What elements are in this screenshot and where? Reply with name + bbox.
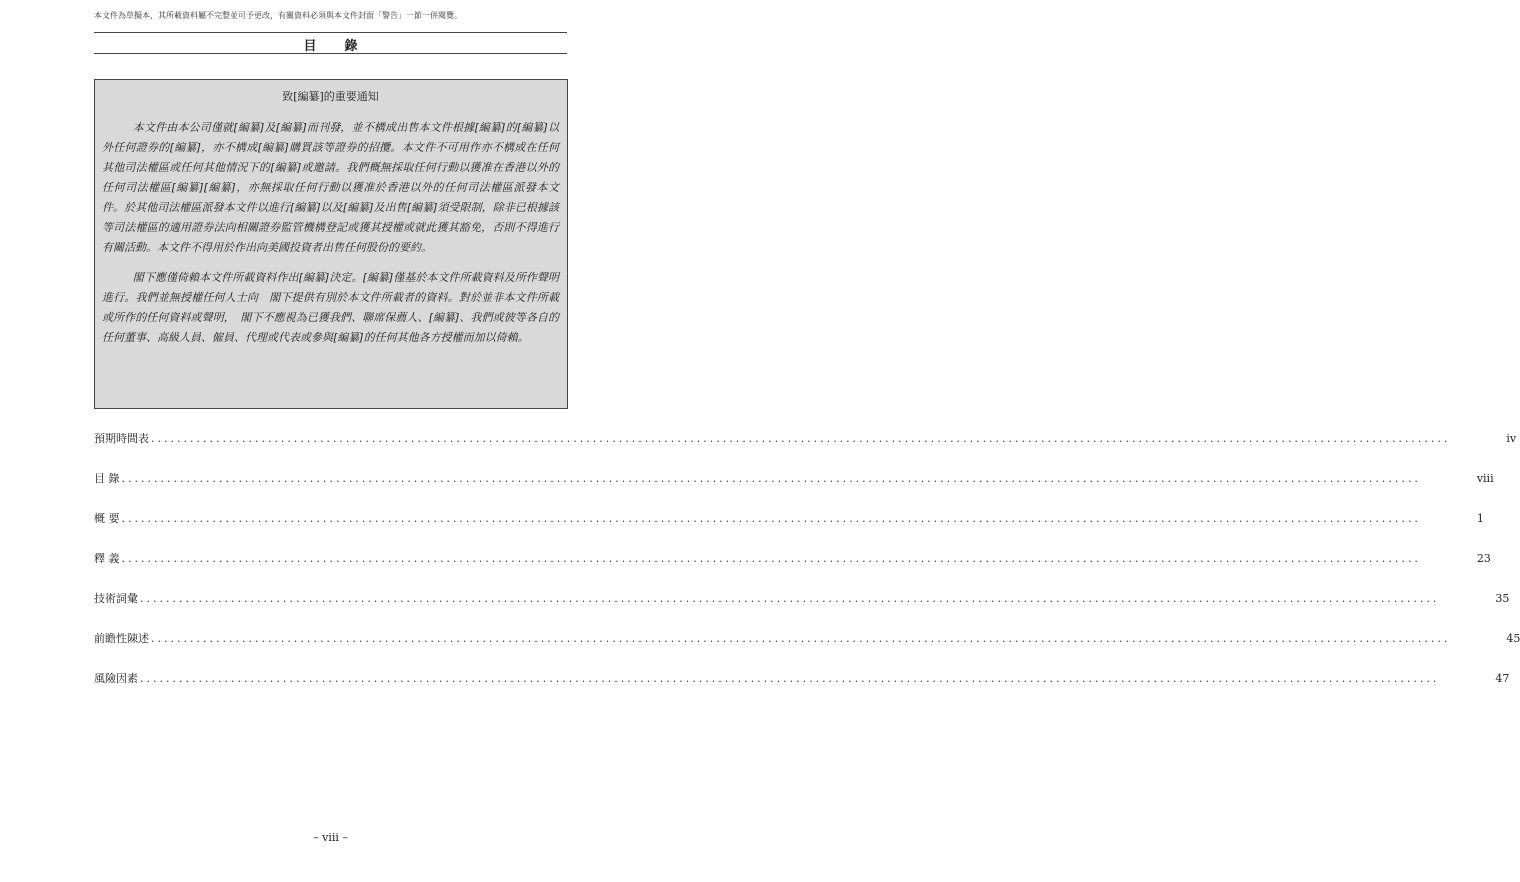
draft-warning-note: 本文件為草擬本，其所載資料屬不完整並可予更改，有關資料必須與本文件封面「警告」一節一併閱覽。 <box>94 11 462 20</box>
toc-entry[interactable] <box>94 510 1484 550</box>
toc-entry[interactable] <box>94 430 1517 470</box>
notice-paragraph: 本文件由本公司僅就[編纂]及[編纂]而刊發，並不構成出售本文件根據[編纂]的[編纂]以外任何證券的[編纂]，亦不構成[編纂]購買該等證券的招攬。本文件不可用作亦不構成在任何其他司法權區或任何其他情況下的[編纂]或邀請。我們概無採取任何行動以獲准在香港以外的任何司法權區[編纂][編纂]，亦無採取任何行動以獲准於香港以外的任何司法權區派發本文件。於其他司法權區派發本文件以進行[編纂]以及[編纂]及出售[編纂]須受限制，除非已根據該等司法權區的適用證券法向相關證券監管機構登記或獲其授權或就此獲其豁免，否則不得進行有關活動。本文件不得用於作出向美國投資者出售任何股份的要約。 <box>102 121 559 254</box>
notice-title: 致[編纂]的重要通知 <box>282 90 379 103</box>
toc-entry-page: 35 <box>1495 592 1510 605</box>
toc-entry-label: 釋 義 <box>94 552 120 565</box>
toc-entry-label: 概 要 <box>94 512 120 525</box>
notice-paragraph: 閣下應僅倚賴本文件所載資料作出[編纂]決定。[編纂]僅基於本文件所載資料及所作聲明進行。我們並無授權任何人士向 閣下提供有別於本文件所載者的資料。對於並非本文件所載或所作的任何資料或聲明， 閣下不應視為已獲我們、聯席保薦人、[編纂]、我們或彼等各自的任何董事、高級人員、僱員、代理或代表或參與[編纂]的任何其他各方授權而加以倚賴。 <box>102 271 559 344</box>
header-rule-top <box>94 32 567 33</box>
toc-entry-page: 45 <box>1506 632 1520 645</box>
toc-leader-dots: ........................................................................................................................................................................................................ <box>140 672 1440 685</box>
toc-leader-dots: ........................................................................................................................................................................................................ <box>151 432 1451 445</box>
footer-page-number: – viii – <box>313 831 348 844</box>
page-title: 目 錄 <box>303 39 370 54</box>
toc-entry-page: 47 <box>1495 672 1510 685</box>
toc-entry-label: 目 錄 <box>94 472 120 485</box>
important-notice-box <box>94 79 568 409</box>
toc-leader-dots: ........................................................................................................................................................................................................ <box>151 632 1451 645</box>
toc-leader-dots: ........................................................................................................................................................................................................ <box>121 512 1421 525</box>
toc-entry[interactable] <box>94 670 1510 710</box>
toc-entry-label: 預期時間表 <box>94 432 149 445</box>
toc-entry-page: 23 <box>1476 552 1491 565</box>
table-of-contents <box>94 430 1520 710</box>
toc-entry-page: viii <box>1476 472 1494 485</box>
header-rule-bottom <box>94 53 567 54</box>
toc-entry[interactable] <box>94 470 1494 510</box>
toc-entry-page: 1 <box>1476 512 1484 525</box>
toc-entry-label: 技術詞彙 <box>94 592 138 605</box>
toc-leader-dots: ........................................................................................................................................................................................................ <box>121 552 1421 565</box>
toc-entry-label: 前瞻性陳述 <box>94 632 149 645</box>
toc-entry[interactable] <box>94 590 1510 630</box>
toc-entry[interactable] <box>94 550 1491 590</box>
toc-entry-label: 風險因素 <box>94 672 138 685</box>
toc-entry-page: iv <box>1506 432 1517 445</box>
toc-leader-dots: ........................................................................................................................................................................................................ <box>121 472 1421 485</box>
toc-entry[interactable] <box>94 630 1520 670</box>
toc-leader-dots: ........................................................................................................................................................................................................ <box>140 592 1440 605</box>
